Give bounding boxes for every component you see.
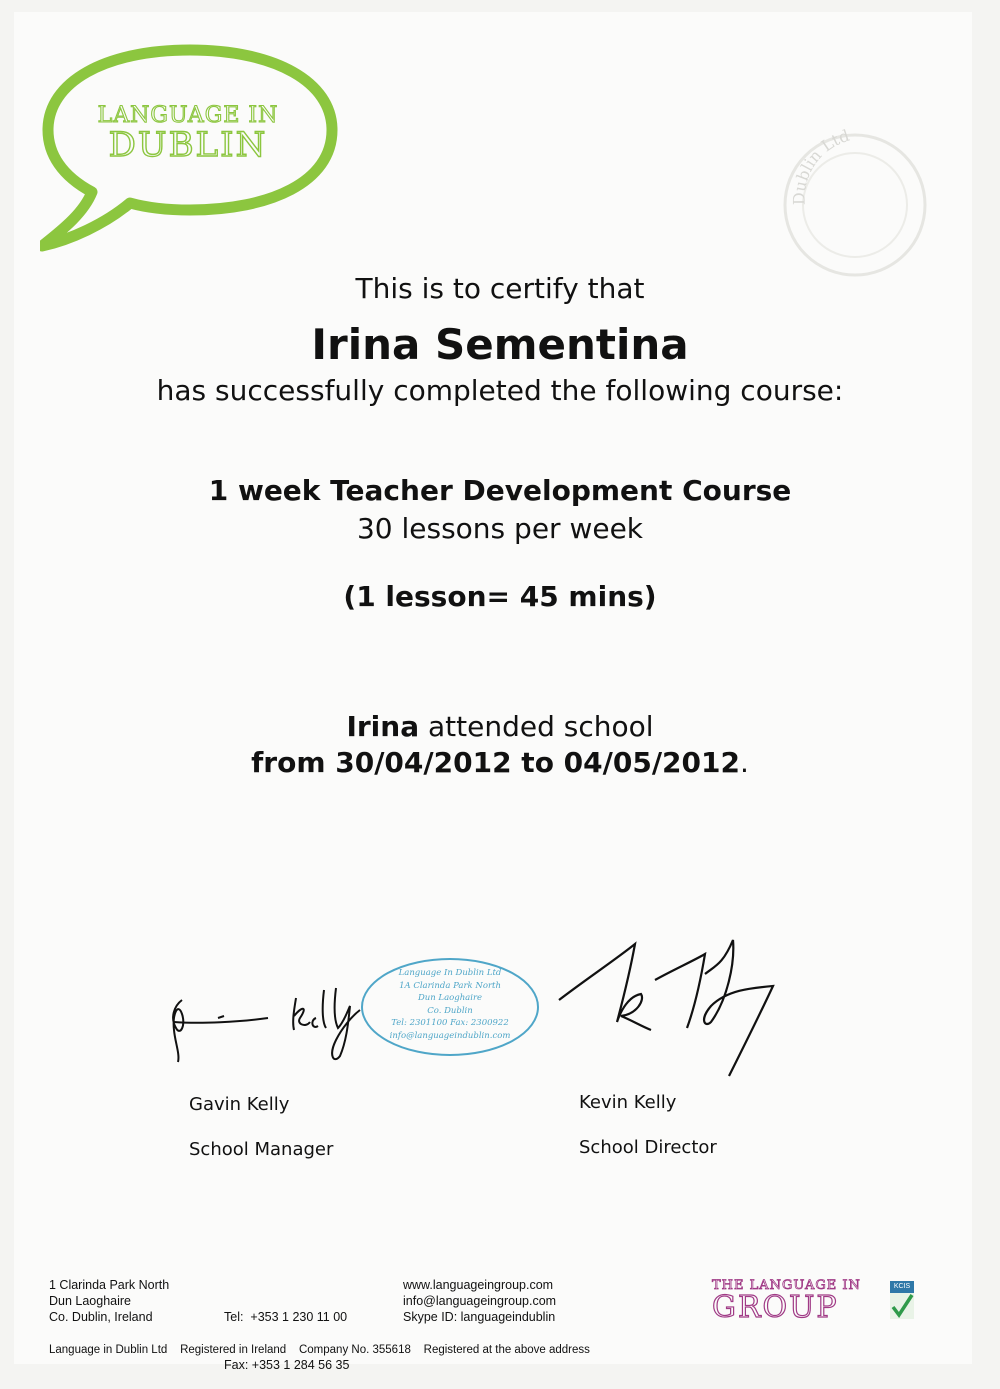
embossed-seal (775, 95, 935, 289)
seal-text: Dublin Ltd (789, 125, 852, 206)
signature-kevin-kelly (555, 930, 785, 1084)
footer-skype: Skype ID: languageindublin (403, 1310, 556, 1324)
company-stamp (358, 955, 542, 1059)
signatory-role: School Manager (189, 1139, 334, 1160)
footer-tel: Tel: +353 1 230 11 00 (224, 1310, 348, 1324)
registration-country: Registered in Ireland (180, 1344, 287, 1356)
footer-address (49, 1277, 169, 1325)
logo-line-2: DUBLIN (108, 125, 268, 165)
logo-line-1: LANGUAGE IN (97, 103, 279, 128)
footer-fax: Fax: +353 1 284 56 35 (224, 1358, 350, 1372)
signature-gavin-kelly (160, 970, 370, 1074)
dates-period: . (740, 746, 749, 779)
stamp-line: 1A Clarinda Park North (399, 980, 501, 991)
group-logo-line-2: GROUP (712, 1290, 839, 1325)
attended-name: Irina (346, 710, 420, 743)
language-in-group-logo (712, 1278, 861, 1323)
stamp-line: Tel: 2301100 Fax: 2300922 (391, 1018, 509, 1028)
footer-address-line: 1 Clarinda Park North (49, 1278, 170, 1292)
signatory-role: School Director (579, 1137, 717, 1158)
certify-text: This is to certify that (355, 272, 645, 305)
quality-badge (890, 1281, 914, 1319)
stamp-line: Language In Dublin Ltd (398, 968, 502, 978)
footer-email-link: info@languageingroup.com (403, 1294, 557, 1308)
stamp-line: Co. Dublin (427, 1005, 473, 1016)
speech-bubble-icon (40, 42, 340, 252)
attendance-dates: from 30/04/2012 to 04/05/2012 (251, 746, 740, 779)
stamp-line: Dun Laoghaire (417, 993, 483, 1003)
registration-number: Company No. 355618 (298, 1344, 411, 1356)
attended-text: attended school (428, 710, 654, 743)
footer-registration (49, 1342, 590, 1358)
registration-address: Registered at the above address (423, 1344, 590, 1356)
language-in-dublin-logo (40, 42, 340, 252)
footer-contact (224, 1277, 349, 1389)
completed-text: has successfully completed the following course: (156, 374, 844, 407)
registration-company: Language in Dublin Ltd (49, 1344, 168, 1356)
signatory-name: Gavin Kelly (189, 1094, 290, 1115)
group-logo-line-1: THE LANGUAGE IN (712, 1278, 861, 1293)
checkmark-icon (890, 1293, 914, 1319)
lesson-length: (1 lesson= 45 mins) (343, 580, 657, 613)
footer-address-line: Dun Laoghaire (49, 1294, 132, 1308)
footer-website-link: www.languageingroup.com (403, 1278, 554, 1292)
course-title: 1 week Teacher Development Course (208, 474, 792, 507)
attended-line (0, 710, 1000, 743)
quality-badge-label: KCIS (890, 1281, 914, 1293)
student-name: Irina Sementina (311, 320, 689, 369)
stamp-line: info@languageindublin.com (389, 1030, 511, 1041)
dates-line (0, 746, 1000, 779)
footer-address-line: Co. Dublin, Ireland (49, 1310, 153, 1324)
footer-web (403, 1277, 556, 1325)
lessons-per-week: 30 lessons per week (356, 512, 644, 545)
signatory-name: Kevin Kelly (579, 1092, 677, 1113)
